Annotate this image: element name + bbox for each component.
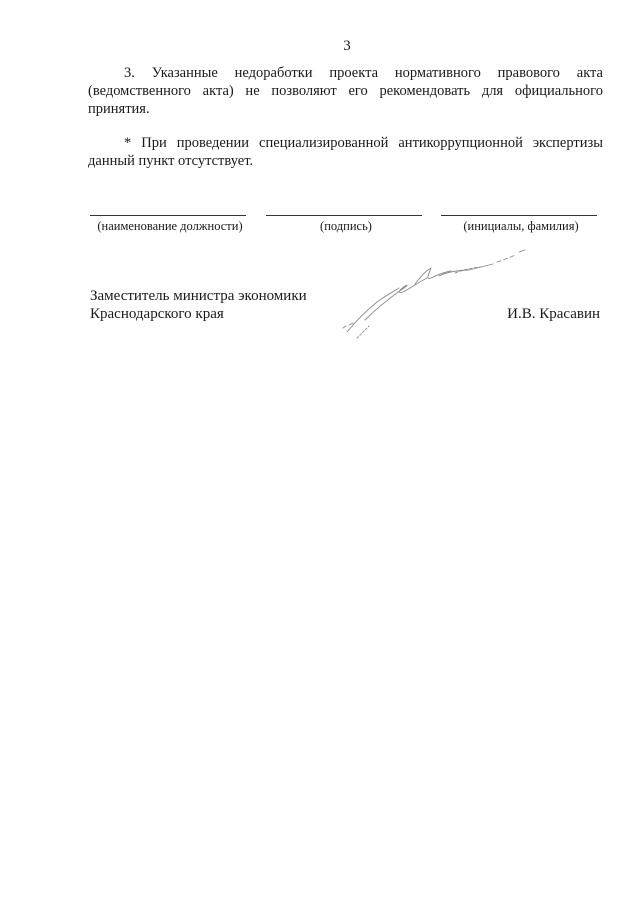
- paragraph-item-3: 3. Указанные недоработки проекта нормативного правового акта (ведомственного акта) не позволяют его рекомендовать для официального принятия.: [88, 65, 603, 117]
- name-blank-line: [441, 215, 597, 216]
- signer-position-line-1: Заместитель министра экономики: [90, 288, 307, 304]
- signature-blank-line: [266, 215, 422, 216]
- signature-caption: (подпись): [320, 219, 372, 233]
- position-blank-line: [90, 215, 246, 216]
- name-caption: (инициалы, фамилия): [463, 219, 579, 233]
- position-caption: (наименование должности): [97, 219, 243, 233]
- handwritten-signature: [335, 240, 535, 340]
- page-number: 3: [343, 38, 351, 54]
- paragraph-footnote: * При проведении специализированной антикоррупционной экспертизы данный пункт отсутствует.: [88, 135, 603, 169]
- signer-name: И.В. Красавин: [507, 306, 600, 322]
- signer-position-line-2: Краснодарского края: [90, 306, 224, 322]
